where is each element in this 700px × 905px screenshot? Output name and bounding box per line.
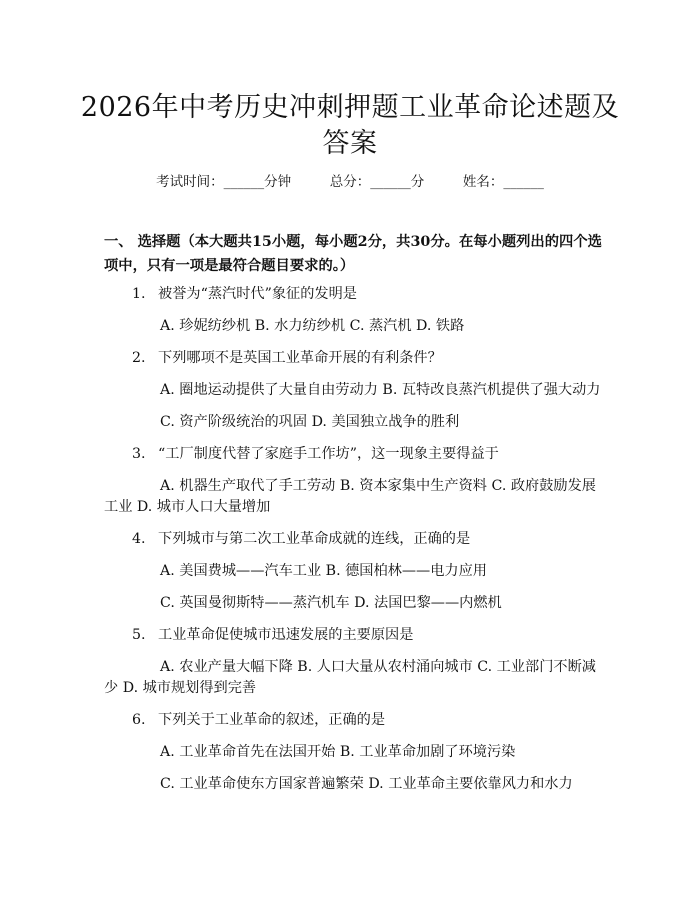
section-heading: [104, 230, 604, 278]
question-text: “工厂制度代替了家庭手工作坊”，这一现象主要得益于: [158, 446, 499, 462]
question-6-options-line2: C. 工业革命使东方国家普遍繁荣 D. 工业革命主要依靠风力和水力: [160, 776, 573, 792]
exam-time-label: 考试时间：______分钟: [156, 174, 292, 190]
document-title-line1: 2026年中考历史冲刺押题工业革命论述题及: [80, 92, 620, 123]
question-number: 3.: [132, 446, 146, 462]
question-text: 被誉为“蒸汽时代”象征的发明是: [158, 286, 357, 302]
total-score-label: 总分：______分: [329, 174, 425, 190]
question-3: [132, 443, 499, 463]
question-6: [132, 709, 385, 729]
question-4-options-line1: A. 美国费城——汽车工业 B. 德国柏林——电力应用: [160, 563, 487, 579]
question-text: 下列哪项不是英国工业革命开展的有利条件？: [158, 350, 442, 366]
question-3-options-line2: 工业 D. 城市人口大量增加: [104, 499, 271, 515]
student-name-label: 姓名：______: [462, 174, 544, 190]
question-4: [132, 528, 470, 548]
question-2: [132, 347, 442, 367]
question-number: 1.: [132, 286, 146, 302]
question-1: [132, 283, 357, 303]
question-number: 2.: [132, 350, 146, 366]
question-4-options-line2: C. 英国曼彻斯特——蒸汽机车 D. 法国巴黎——内燃机: [160, 595, 502, 611]
section-heading-line1: 一、 选择题（本大题共15小题，每小题2分，共30分。在每小题列出的四个选: [104, 234, 602, 250]
question-5-options-line1: A. 农业产量大幅下降 B. 人口大量从农村涌向城市 C. 工业部门不断减: [160, 659, 596, 675]
question-3-options-line1: A. 机器生产取代了手工劳动 B. 资本家集中生产资料 C. 政府鼓励发展: [160, 478, 596, 494]
question-text: 下列城市与第二次工业革命成就的连线，正确的是: [158, 531, 471, 547]
question-number: 4.: [132, 531, 146, 547]
section-heading-line2: 项中，只有一项是最符合题目要求的。）: [104, 258, 355, 274]
exam-meta: [0, 170, 700, 190]
question-text: 下列关于工业革命的叙述，正确的是: [158, 712, 386, 728]
question-2-options-line1: A. 圈地运动提供了大量自由劳动力 B. 瓦特改良蒸汽机提供了强大动力: [160, 382, 601, 398]
question-5: [132, 624, 413, 644]
question-1-options: A. 珍妮纺纱机 B. 水力纺纱机 C. 蒸汽机 D. 铁路: [160, 318, 465, 334]
document-title-line2: 答案: [322, 128, 378, 159]
question-number: 6.: [132, 712, 146, 728]
question-6-options-line1: A. 工业革命首先在法国开始 B. 工业革命加剧了环境污染: [160, 744, 516, 760]
question-number: 5.: [132, 627, 146, 643]
question-5-options-line2: 少 D. 城市规划得到完善: [104, 680, 257, 696]
question-text: 工业革命促使城市迅速发展的主要原因是: [158, 627, 414, 643]
question-2-options-line2: C. 资产阶级统治的巩固 D. 美国独立战争的胜利: [160, 414, 460, 430]
